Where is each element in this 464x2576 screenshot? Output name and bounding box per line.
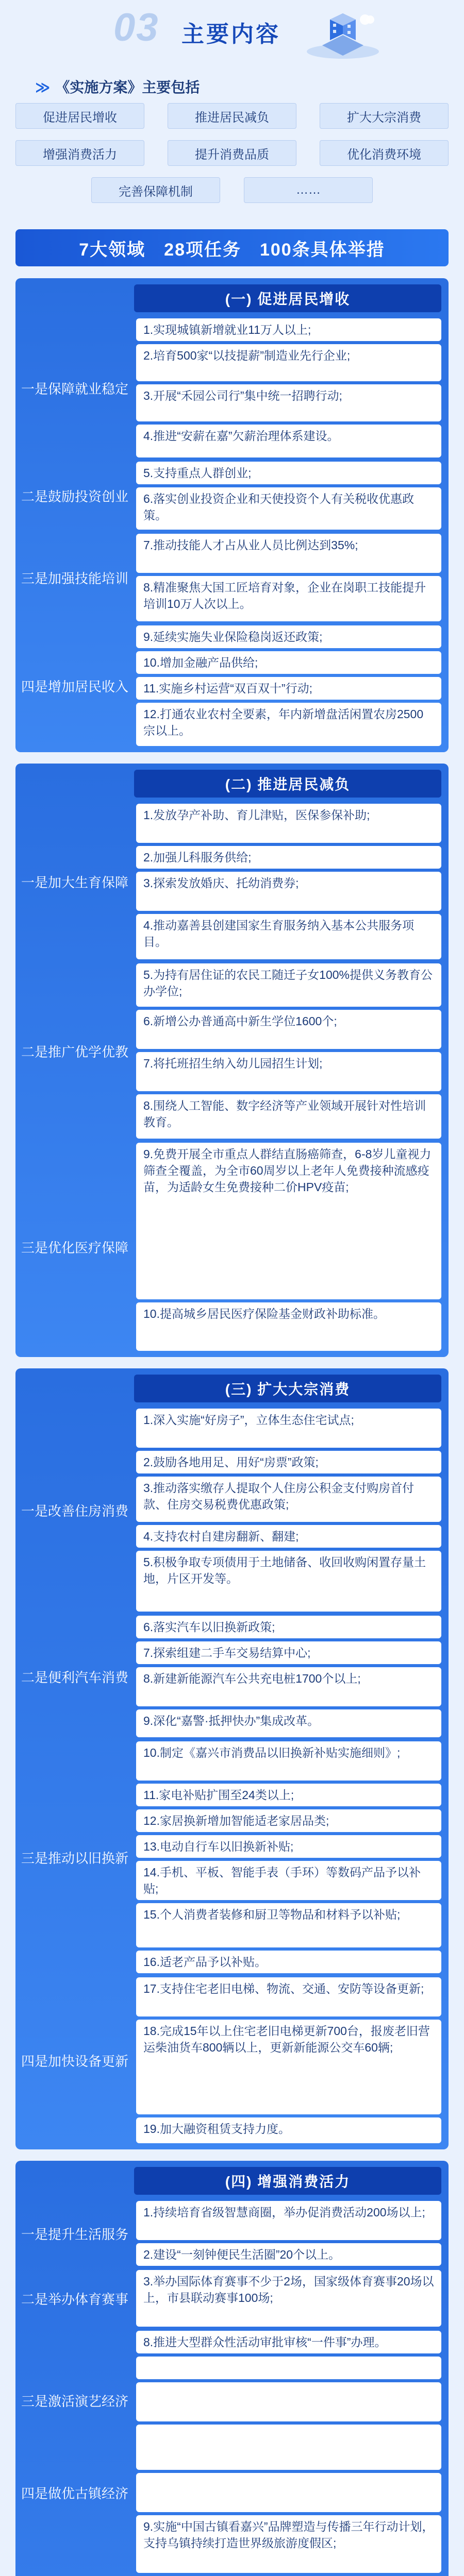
task-item: 7.推动技能人才占从业人员比例达到35%; xyxy=(136,534,441,573)
building-illustration-icon xyxy=(304,4,382,61)
task-item: 2.培育500家“以技提薪”制造业先行企业; xyxy=(136,344,441,381)
chip-item: 提升消费品质 xyxy=(168,140,296,166)
task-item: 5.为持有居住证的农民工随迁子女100%提供义务教育公办学位; xyxy=(136,963,441,1007)
task-item: 8.推进大型群众性活动审批审核“一件事”办理。 xyxy=(136,2331,441,2353)
task-item: 9.实施“中国古镇看嘉兴”品牌塑造与传播三年行动计划，支持乌镇持续打造世界级旅游度假区; xyxy=(136,2515,441,2573)
task-item: 6.落实创业投资企业和天使投资个人有关税收优惠政策。 xyxy=(136,487,441,530)
task-item: 1.实现城镇新增就业11万人以上; xyxy=(136,318,441,341)
task-item: 1.持续培育省级智慧商圈，举办促消费活动200场以上; xyxy=(136,2201,441,2240)
task-item: 3.探索发放婚庆、托幼消费券; xyxy=(136,872,441,911)
section-number: 03 xyxy=(113,6,159,49)
task-item: 11.家电补贴扩围至24类以上; xyxy=(136,1784,441,1806)
task-item: 15.个人消费者装修和厨卫等物品和材料予以补贴; xyxy=(136,1903,441,1947)
task-item xyxy=(136,2473,441,2512)
chip-item: 扩大大宗消费 xyxy=(320,103,449,129)
task-item: 1.发放孕产补助、育儿津贴，医保参保补助; xyxy=(136,804,441,843)
task-item xyxy=(136,2382,441,2421)
task-item: 8.精准聚焦大国工匠培育对象，企业在岗职工技能提升培训10万人次以上。 xyxy=(136,576,441,621)
task-item: 9.延续实施失业保险稳岗返还政策; xyxy=(136,625,441,648)
category-label: 一是提升生活服务 xyxy=(21,2226,128,2242)
section-header: (一) 促进居民增收 xyxy=(134,284,441,312)
intro-heading xyxy=(35,76,200,97)
category-label: 二是鼓励投资创业 xyxy=(21,488,128,504)
task-item: 3.开展“禾园公司行”集中统一招聘行动; xyxy=(136,384,441,421)
section-title: 主要内容 xyxy=(181,22,280,47)
section-increase-income xyxy=(15,278,449,752)
task-item: 2.加强儿科服务供给; xyxy=(136,846,441,869)
task-item xyxy=(136,2357,441,2379)
task-item: 19.加大融资租赁支持力度。 xyxy=(136,2117,441,2143)
task-item: 17.支持住宅老旧电梯、物流、交通、安防等设备更新; xyxy=(136,1977,441,2016)
task-item: 12.打通农业农村全要素，年内新增盘活闲置农房2500宗以上。 xyxy=(136,703,441,746)
category-label: 二是推广优学优教 xyxy=(21,1044,128,1060)
category-label: 一是加大生育保障 xyxy=(21,874,128,890)
task-item: 1.深入实施“好房子”，立体生态住宅试点; xyxy=(136,1409,441,1448)
task-item: 9.免费开展全市重点人群结直肠癌筛查，6-8岁儿童视力筛查全覆盖，为全市60周岁以上老年人免费接种流感疫苗，为适龄女生免费接种二价HPV疫苗; xyxy=(136,1143,441,1299)
intro-text: 《实施方案》主要包括 xyxy=(55,79,200,95)
section-reduce-burden xyxy=(15,764,449,1357)
category-label: 四是加快设备更新 xyxy=(21,2053,128,2069)
task-item: 3.推动落实缴存人提取个人住房公积金支付购房首付款、住房交易税费优惠政策; xyxy=(136,1477,441,1522)
category-label: 一是改善住房消费 xyxy=(21,1503,128,1519)
task-item: 9.深化“嘉警·抵押快办”集成改革。 xyxy=(136,1709,441,1737)
category-label: 三是优化医疗保障 xyxy=(21,1240,128,1256)
category-label: 二是举办体育赛事 xyxy=(21,2291,128,2307)
section-header: (四) 增强消费活力 xyxy=(134,2167,441,2195)
chip-item: 促进居民增收 xyxy=(15,103,144,129)
task-item: 10.制定《嘉兴市消费品以旧换新补贴实施细则》; xyxy=(136,1741,441,1781)
double-chevron-icon: ≫ xyxy=(35,79,51,95)
task-item: 10.增加金融产品供给; xyxy=(136,651,441,674)
category-label: 二是便利汽车消费 xyxy=(21,1669,128,1685)
chip-item: 完善保障机制 xyxy=(91,177,220,203)
task-item: 10.提高城乡居民医疗保险基金财政补助标准。 xyxy=(136,1302,441,1351)
chip-item: 优化消费环境 xyxy=(320,140,449,166)
task-item: 4.支持农村自建房翻新、翻建; xyxy=(136,1525,441,1548)
page-header xyxy=(0,0,464,77)
task-item: 2.建设“一刻钟便民生活圈”20个以上。 xyxy=(136,2243,441,2266)
task-item: 12.家居换新增加智能适老家居品类; xyxy=(136,1809,441,1832)
chip-item: 推进居民减负 xyxy=(168,103,296,129)
task-item: 13.电动自行车以旧换新补贴; xyxy=(136,1835,441,1858)
category-label: 四是增加居民收入 xyxy=(21,679,128,694)
section-header: (二) 推进居民减负 xyxy=(134,770,441,798)
task-item: 3.举办国际体育赛事不少于2场，国家级体育赛事20场以上，市县联动赛事100场; xyxy=(136,2270,441,2327)
task-item: 2.鼓励各地用足、用好“房票”政策; xyxy=(136,1451,441,1473)
section-bulk-consumption xyxy=(15,1368,449,2149)
task-item: 11.实施乡村运营“双百双十”行动; xyxy=(136,677,441,700)
section-header: (三) 扩大大宗消费 xyxy=(134,1375,441,1402)
task-item: 5.积极争取专项债用于土地储备、收回收购闲置存量土地，片区开发等。 xyxy=(136,1551,441,1612)
task-item: 8.围绕人工智能、数字经济等产业领域开展针对性培训教育。 xyxy=(136,1094,441,1139)
task-item: 14.手机、平板、智能手表（手环）等数码产品予以补贴; xyxy=(136,1861,441,1900)
category-label: 四是做优古镇经济 xyxy=(21,2485,128,2501)
category-label: 三是加强技能培训 xyxy=(21,570,128,586)
task-item xyxy=(136,2425,441,2470)
category-label: 三是推动以旧换新 xyxy=(21,1850,128,1866)
task-item: 6.新增公办普通高中新生学位1600个; xyxy=(136,1010,441,1049)
section-consumption-vitality xyxy=(15,2161,449,2576)
task-item: 6.落实汽车以旧换新政策; xyxy=(136,1616,441,1638)
task-item: 7.探索组建二手车交易结算中心; xyxy=(136,1641,441,1664)
task-item: 16.适老产品予以补贴。 xyxy=(136,1951,441,1973)
task-item: 4.推进“安薪在嘉”欠薪治理体系建设。 xyxy=(136,425,441,457)
summary-bar: 7大领域 28项任务 100条具体举措 xyxy=(15,229,449,266)
task-item: 5.支持重点人群创业; xyxy=(136,462,441,484)
category-label: 一是保障就业稳定 xyxy=(21,381,128,397)
task-item: 7.将托班招生纳入幼儿园招生计划; xyxy=(136,1052,441,1091)
task-item: 18.完成15年以上住宅老旧电梯更新700台，报废老旧营运柴油货车800辆以上，更新新能源公交车60辆; xyxy=(136,2020,441,2114)
task-item: 4.推动嘉善县创建国家生育服务纳入基本公共服务项目。 xyxy=(136,914,441,959)
chip-item: …… xyxy=(244,177,373,203)
category-label: 三是激活演艺经济 xyxy=(21,2393,128,2409)
chip-item: 增强消费活力 xyxy=(15,140,144,166)
category-label xyxy=(15,2515,134,2576)
task-item: 8.新建新能源汽车公共充电桩1700个以上; xyxy=(136,1667,441,1706)
